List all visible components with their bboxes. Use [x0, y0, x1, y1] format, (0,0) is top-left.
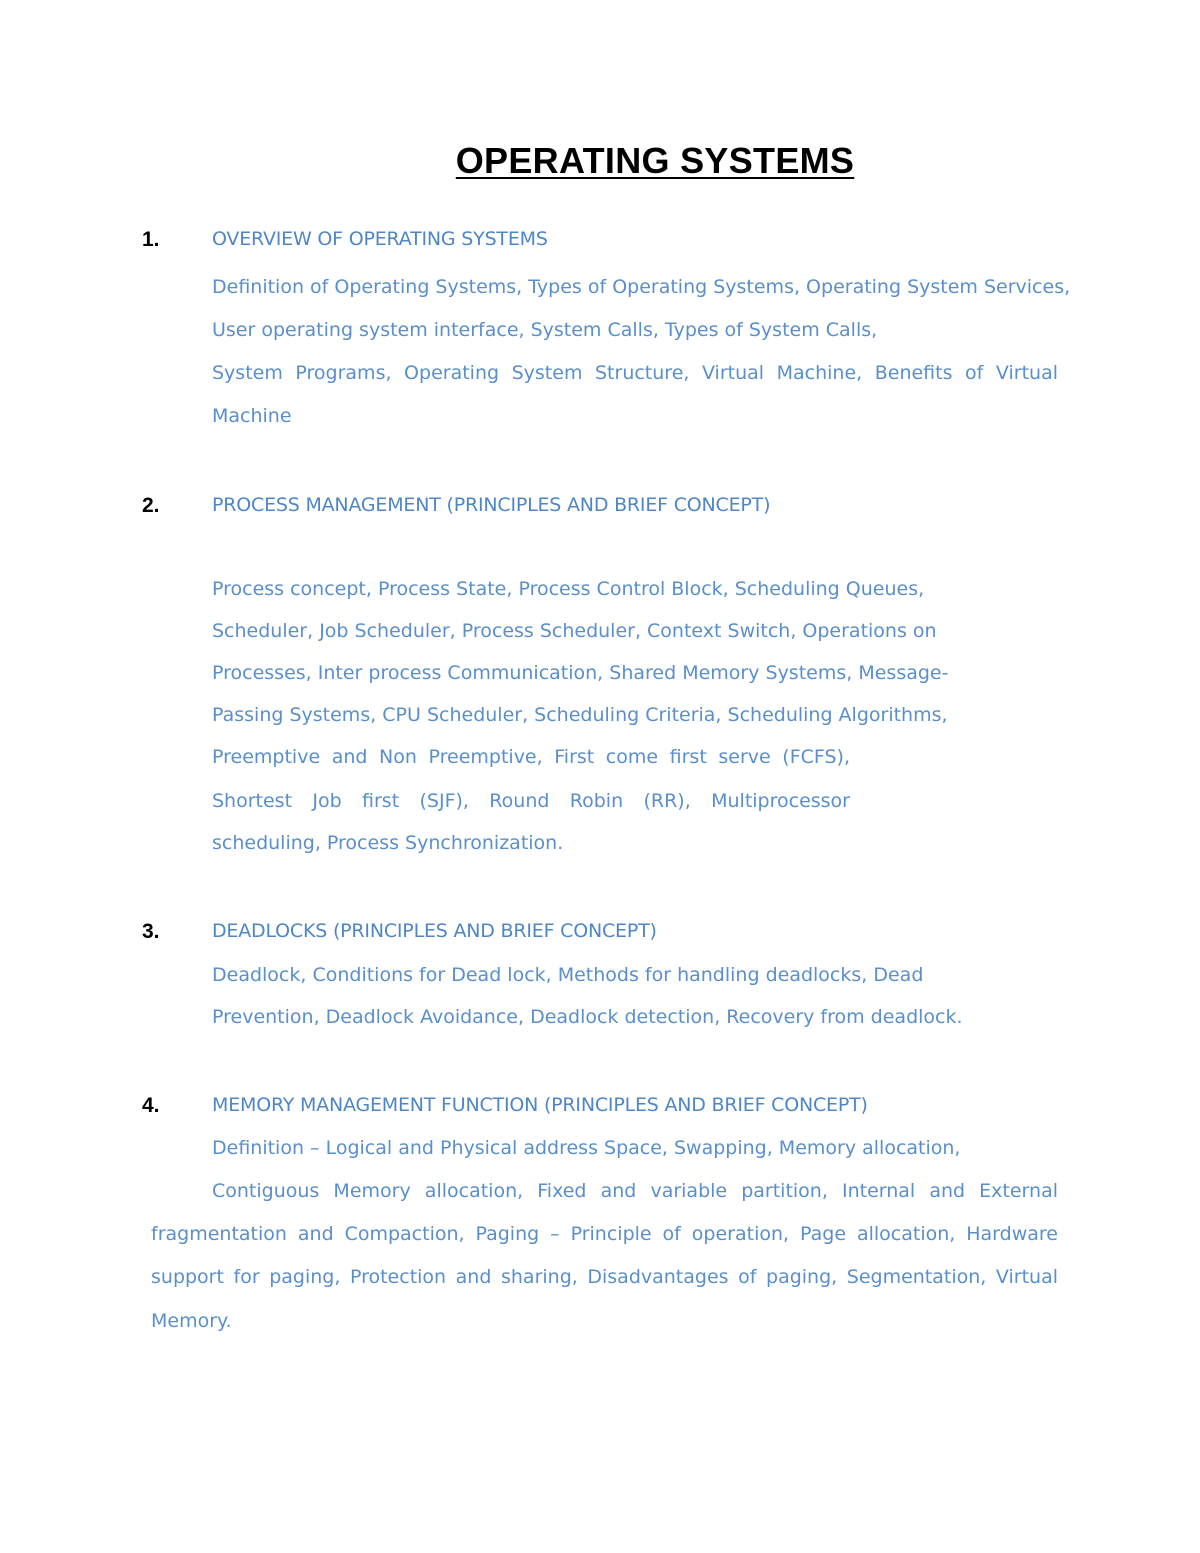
section-2-line-7: scheduling, Process Synchronization. — [212, 832, 564, 854]
section-1-number: 1. — [142, 228, 160, 251]
section-3-number: 3. — [142, 920, 160, 943]
section-2-line-1: Process concept, Process State, Process Control Block, Scheduling Queues, — [212, 578, 925, 600]
page-title: OPERATING SYSTEMS — [455, 140, 855, 181]
section-3-line-1: Deadlock, Conditions for Dead lock, Methods for handling deadlocks, Dead — [212, 964, 924, 986]
section-4-line-3: fragmentation and Compaction, Paging – Principle of operation, Page allocation, Hardware — [151, 1223, 1058, 1245]
section-2-line-4: Passing Systems, CPU Scheduler, Scheduling Criteria, Scheduling Algorithms, — [212, 704, 948, 726]
section-1-heading: OVERVIEW OF OPERATING SYSTEMS — [212, 228, 548, 250]
section-4-number: 4. — [142, 1094, 160, 1117]
section-3-heading: DEADLOCKS (PRINCIPLES AND BRIEF CONCEPT) — [212, 920, 657, 942]
section-1-line-1: Definition of Operating Systems, Types of Operating Systems, Operating System Services, — [212, 276, 1071, 298]
section-1-line-4: Machine — [212, 405, 292, 427]
section-4-line-4: support for paging, Protection and sharing, Disadvantages of paging, Segmentation, Virtual — [151, 1266, 1058, 1288]
section-1-line-2: User operating system interface, System Calls, Types of System Calls, — [212, 319, 878, 341]
section-2-line-6: Shortest Job first (SJF), Round Robin (RR), Multiprocessor — [212, 790, 850, 812]
section-2-number: 2. — [142, 494, 160, 517]
section-1-line-3: System Programs, Operating System Structure, Virtual Machine, Benefits of Virtual — [212, 362, 1058, 384]
section-2-line-3: Processes, Inter process Communication, Shared Memory Systems, Message- — [212, 662, 949, 684]
section-4-line-5: Memory. — [151, 1310, 232, 1332]
section-2-line-2: Scheduler, Job Scheduler, Process Scheduler, Context Switch, Operations on — [212, 620, 937, 642]
section-4-line-2: Contiguous Memory allocation, Fixed and variable partition, Internal and External — [212, 1180, 1058, 1202]
section-2-heading: PROCESS MANAGEMENT (PRINCIPLES AND BRIEF CONCEPT) — [212, 494, 771, 516]
section-4-heading: MEMORY MANAGEMENT FUNCTION (PRINCIPLES AND BRIEF CONCEPT) — [212, 1094, 868, 1116]
section-4-line-1: Definition – Logical and Physical address Space, Swapping, Memory allocation, — [212, 1137, 961, 1159]
section-2-line-5: Preemptive and Non Preemptive, First come first serve (FCFS), — [212, 746, 850, 768]
section-3-line-2: Prevention, Deadlock Avoidance, Deadlock detection, Recovery from deadlock. — [212, 1006, 963, 1028]
